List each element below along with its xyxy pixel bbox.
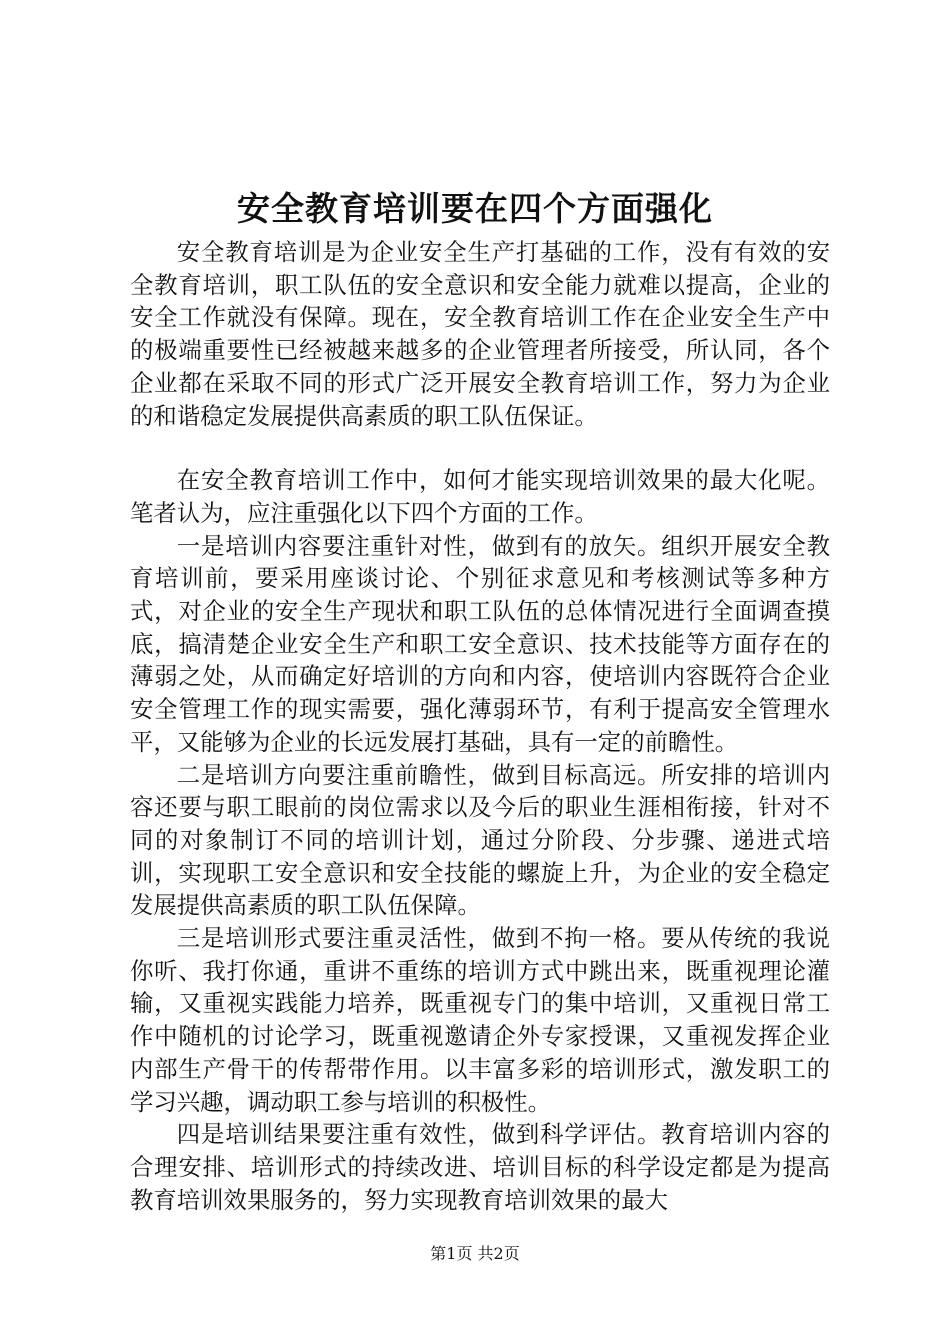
paragraph-point-three: 三是培训形式要注重灵活性，做到不拘一格。要从传统的我说你听、我打你通，重讲不重练的培训方式中跳出来，既重视理论灌输，又重视实践能力培养，既重视专门的集中培训，又重视日常工作中随机的讨论学习，既重视邀请企外专家授课，又重视发挥企业内部生产骨干的传帮带作用。以丰富多彩的培训形式，激发职工的学习兴趣，调动职工参与培训的积极性。	[130, 924, 830, 1116]
paragraph-intro: 安全教育培训是为企业安全生产打基础的工作，没有有效的安全教育培训，职工队伍的安全意识和安全能力就难以提高，企业的安全工作就没有保障。现在，安全教育培训工作在企业安全生产中的极端重要性已经被越来越多的企业管理者所接受，所认同，各个企业都在采取不同的形式广泛开展安全教育培训工作，努力为企业的和谐稳定发展提供高素质的职工队伍保证。	[130, 238, 830, 430]
paragraph-point-four: 四是培训结果要注重有效性，做到科学评估。教育培训内容的合理安排、培训形式的持续改进、培训目标的科学设定都是为提高教育培训效果服务的，努力实现教育培训效果的最大	[130, 1120, 830, 1214]
page-number-footer: 第1页 共2页	[430, 1244, 520, 1263]
paragraph-point-one: 一是培训内容要注重针对性，做到有的放矢。组织开展安全教育培训前，要采用座谈讨论、个别征求意见和考核测试等多种方式，对企业的安全生产现状和职工队伍的总体情况进行全面调查摸底，搞清楚企业安全生产和职工安全意识、技术技能等方面存在的薄弱之处，从而确定好培训的方向和内容，使培训内容既符合企业安全管理工作的现实需要，强化薄弱环节，有利于提高安全管理水平，又能够为企业的长远发展打基础，具有一定的前瞻性。	[130, 531, 830, 756]
document-title: 安全教育培训要在四个方面强化	[237, 189, 713, 228]
paragraph-point-two: 二是培训方向要注重前瞻性，做到目标高远。所安排的培训内容还要与职工眼前的岗位需求以及今后的职业生涯相衔接，针对不同的对象制订不同的培训计划，通过分阶段、分步骤、递进式培训，实现职工安全意识和安全技能的螺旋上升，为企业的安全稳定发展提供高素质的职工队伍保障。	[130, 760, 830, 920]
document-body	[130, 236, 830, 1216]
paragraph-question: 在安全教育培训工作中，如何才能实现培训效果的最大化呢。笔者认为，应注重强化以下四个方面的工作。	[130, 466, 830, 527]
paragraph-gap	[130, 432, 830, 464]
